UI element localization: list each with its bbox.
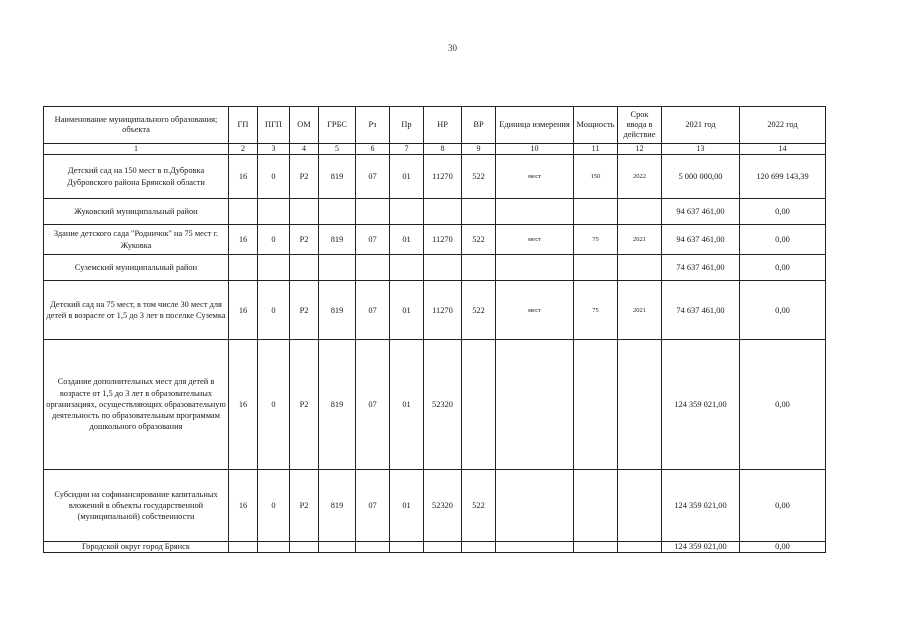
cell-term [618, 340, 662, 470]
header-rz: Рз [356, 107, 390, 144]
cell-pgp [258, 542, 290, 553]
cell-capacity: 75 [574, 225, 618, 255]
cell-2022: 0,00 [740, 255, 826, 281]
header-unit: Единица измерения [496, 107, 574, 144]
table-row [44, 470, 826, 542]
cell-term [618, 470, 662, 542]
cell-vr: 522 [462, 470, 496, 542]
cell-term [618, 255, 662, 281]
cell-term: 2022 [618, 155, 662, 199]
cell-2021: 94 637 461,00 [662, 225, 740, 255]
cell-gp [229, 255, 258, 281]
cell-grbs: 819 [319, 340, 356, 470]
header-capacity: Мощность [574, 107, 618, 144]
cell-om [290, 255, 319, 281]
cell-2022: 0,00 [740, 199, 826, 225]
cell-nr: 52320 [424, 340, 462, 470]
table-row [44, 281, 826, 340]
cell-rz: 07 [356, 281, 390, 340]
column-number: 11 [574, 144, 618, 155]
cell-2022: 0,00 [740, 542, 826, 553]
header-vr: ВР [462, 107, 496, 144]
cell-capacity [574, 199, 618, 225]
column-number: 8 [424, 144, 462, 155]
cell-capacity: 150 [574, 155, 618, 199]
cell-om [290, 199, 319, 225]
cell-pr: 01 [390, 470, 424, 542]
cell-om: Р2 [290, 340, 319, 470]
cell-vr: 522 [462, 225, 496, 255]
column-number: 14 [740, 144, 826, 155]
cell-om: Р2 [290, 281, 319, 340]
header-row [44, 107, 826, 144]
table-row [44, 340, 826, 470]
cell-gp: 16 [229, 340, 258, 470]
cell-nr [424, 199, 462, 225]
table-row [44, 542, 826, 553]
cell-vr: 522 [462, 155, 496, 199]
cell-2021: 124 359 021,00 [662, 542, 740, 553]
object-name: Создание дополнительных мест для детей в возрасте от 1,5 до 3 лет в образовательных организациях, осуществляющих образовательную деятельность по образовательным программам дошкольного образования [44, 340, 229, 470]
cell-pgp [258, 199, 290, 225]
cell-grbs [319, 542, 356, 553]
cell-rz: 07 [356, 340, 390, 470]
table-row [44, 225, 826, 255]
header-om: ОМ [290, 107, 319, 144]
cell-term: 2021 [618, 281, 662, 340]
cell-gp: 16 [229, 155, 258, 199]
cell-2022: 0,00 [740, 340, 826, 470]
table-row [44, 155, 826, 199]
cell-2021: 74 637 461,00 [662, 281, 740, 340]
cell-2021: 74 637 461,00 [662, 255, 740, 281]
object-name: Городской округ город Брянск [44, 542, 229, 553]
cell-gp: 16 [229, 225, 258, 255]
cell-capacity [574, 470, 618, 542]
cell-pgp [258, 255, 290, 281]
cell-unit: мест [496, 155, 574, 199]
cell-unit [496, 542, 574, 553]
cell-term [618, 542, 662, 553]
object-name: Субсидии на софинансирование капитальных вложений в объекты государственной (муниципальной) собственности [44, 470, 229, 542]
cell-rz [356, 255, 390, 281]
cell-2021: 124 359 021,00 [662, 340, 740, 470]
cell-nr [424, 542, 462, 553]
cell-unit: мест [496, 281, 574, 340]
cell-nr: 11270 [424, 281, 462, 340]
cell-nr: 52320 [424, 470, 462, 542]
cell-vr [462, 542, 496, 553]
cell-om [290, 542, 319, 553]
page-number: 30 [448, 43, 457, 53]
cell-pgp: 0 [258, 225, 290, 255]
cell-2021: 94 637 461,00 [662, 199, 740, 225]
header-year-2021: 2021 год [662, 107, 740, 144]
cell-pr: 01 [390, 155, 424, 199]
column-number: 3 [258, 144, 290, 155]
object-name: Детский сад на 150 мест в п.Дубровка Дубровского района Брянской области [44, 155, 229, 199]
cell-2022: 0,00 [740, 470, 826, 542]
cell-pgp: 0 [258, 281, 290, 340]
cell-pr: 01 [390, 225, 424, 255]
cell-grbs: 819 [319, 470, 356, 542]
table-row [44, 255, 826, 281]
cell-om: Р2 [290, 225, 319, 255]
header-nr: НР [424, 107, 462, 144]
cell-grbs: 819 [319, 281, 356, 340]
cell-vr [462, 340, 496, 470]
cell-grbs: 819 [319, 225, 356, 255]
column-number: 10 [496, 144, 574, 155]
cell-unit [496, 340, 574, 470]
column-number: 9 [462, 144, 496, 155]
cell-om: Р2 [290, 155, 319, 199]
cell-2022: 120 699 143,39 [740, 155, 826, 199]
column-number: 13 [662, 144, 740, 155]
object-name: Суземский муниципальный район [44, 255, 229, 281]
header-term: Срок ввода в действие [618, 107, 662, 144]
column-number-row [44, 144, 826, 155]
table-row [44, 199, 826, 225]
cell-unit [496, 255, 574, 281]
cell-vr [462, 199, 496, 225]
cell-unit: мест [496, 225, 574, 255]
cell-pgp: 0 [258, 155, 290, 199]
cell-pgp: 0 [258, 470, 290, 542]
cell-unit [496, 470, 574, 542]
cell-term: 2021 [618, 225, 662, 255]
header-year-2022: 2022 год [740, 107, 826, 144]
cell-grbs [319, 199, 356, 225]
cell-gp: 16 [229, 470, 258, 542]
cell-pr [390, 199, 424, 225]
cell-pr [390, 542, 424, 553]
cell-rz [356, 542, 390, 553]
header-name: Наименование муниципального образования; объекта [44, 107, 229, 144]
cell-pgp: 0 [258, 340, 290, 470]
cell-gp [229, 542, 258, 553]
column-number: 2 [229, 144, 258, 155]
header-pr: Пр [390, 107, 424, 144]
cell-vr: 522 [462, 281, 496, 340]
object-name: Жуковский муниципальный район [44, 199, 229, 225]
header-grbs: ГРБС [319, 107, 356, 144]
cell-capacity: 75 [574, 281, 618, 340]
column-number: 4 [290, 144, 319, 155]
cell-capacity [574, 542, 618, 553]
header-pgp: ПГП [258, 107, 290, 144]
cell-capacity [574, 255, 618, 281]
cell-rz: 07 [356, 470, 390, 542]
cell-nr [424, 255, 462, 281]
cell-nr: 11270 [424, 225, 462, 255]
cell-rz: 07 [356, 225, 390, 255]
cell-gp: 16 [229, 281, 258, 340]
cell-grbs [319, 255, 356, 281]
column-number: 6 [356, 144, 390, 155]
cell-pr: 01 [390, 281, 424, 340]
column-number: 12 [618, 144, 662, 155]
cell-vr [462, 255, 496, 281]
cell-pr [390, 255, 424, 281]
cell-2022: 0,00 [740, 281, 826, 340]
cell-unit [496, 199, 574, 225]
column-number: 1 [44, 144, 229, 155]
object-name: Детский сад на 75 мест, в том числе 30 мест для детей в возрасте от 1,5 до 3 лет в поселке Суземка [44, 281, 229, 340]
cell-2022: 0,00 [740, 225, 826, 255]
cell-2021: 5 000 000,00 [662, 155, 740, 199]
cell-2021: 124 359 021,00 [662, 470, 740, 542]
column-number: 5 [319, 144, 356, 155]
cell-nr: 11270 [424, 155, 462, 199]
cell-grbs: 819 [319, 155, 356, 199]
cell-om: Р2 [290, 470, 319, 542]
cell-rz: 07 [356, 155, 390, 199]
cell-rz [356, 199, 390, 225]
object-name: Здание детского сада "Родничок" на 75 мест г. Жуковка [44, 225, 229, 255]
cell-pr: 01 [390, 340, 424, 470]
budget-table [43, 106, 826, 553]
column-number: 7 [390, 144, 424, 155]
cell-term [618, 199, 662, 225]
cell-gp [229, 199, 258, 225]
cell-capacity [574, 340, 618, 470]
header-gp: ГП [229, 107, 258, 144]
